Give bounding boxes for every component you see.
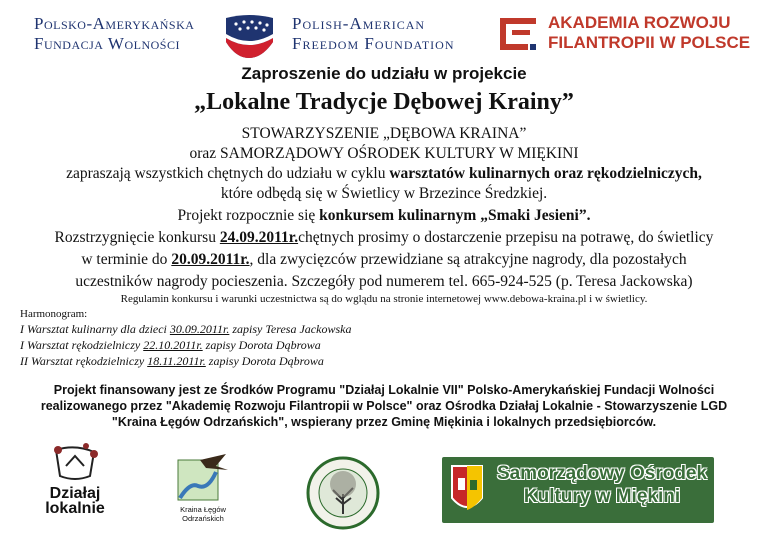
kraina-legow-logo-text [170, 505, 236, 523]
cultural-center-name: oraz SAMORZĄDOWY OŚRODEK KULTURY W MIĘKINI [189, 145, 579, 162]
schedule-heading: Harmonogram: [20, 308, 88, 320]
schedule-item [20, 322, 351, 337]
funding-line1: Projekt finansowany jest ze Środków Programu "Działaj Lokalnie VII" Polsko-Amerykańskiej Fundacji Wolności [53, 383, 715, 397]
paff-pl-line1: Polsko-Amerykańska [34, 14, 195, 33]
arfp-logo-icon [500, 18, 536, 50]
arfp-logo-text [548, 13, 758, 53]
association-name: STOWARZYSZENIE „DĘBOWA KRAINA” [241, 125, 527, 142]
schedule-item [20, 338, 321, 353]
dl-line1: Działaj [49, 485, 101, 502]
funding-statement [40, 382, 728, 430]
contest-date: 24.09.2011r. [219, 229, 299, 246]
paff-en-line1: Polish-American [292, 14, 426, 33]
rules-note: Regulamin konkursu i warunki uczestnictwa są do wglądu na stronie internetowej www.debowa-kraina.pl i w świetlicy. [120, 293, 648, 305]
paff-flag-icon [222, 12, 277, 60]
klo-line2: Odrzańskich [182, 514, 224, 523]
schedule-item-name: I Warsztat rękodzielniczy [20, 338, 144, 352]
body-line-6-rest: chętnych prosimy o dostarczenie przepisu na potrawę, do świetlicy [298, 229, 714, 246]
schedule-item-contact: zapisy Dorota Dąbrowa [205, 354, 324, 368]
schedule-item [20, 354, 324, 369]
body-line-3-text: zapraszają wszystkich chętnych do udziału w cyklu [66, 165, 390, 182]
dl-line2: lokalnie [45, 500, 105, 517]
paff-logo-text-en [292, 14, 482, 54]
klo-line1: Kraina Łęgów [180, 505, 226, 514]
paff-en-line2: Freedom Foundation [292, 34, 455, 53]
schedule-item-date: 30.09.2011r. [169, 322, 230, 336]
debowa-kraina-seal-icon [306, 456, 380, 530]
paff-logo-text-pl [34, 14, 214, 54]
funding-line3: "Kraina Łęgów Odrzańskich", wspierany przez Gminę Miękinia i lokalnych przedsiębiorców. [111, 415, 657, 429]
deadline-date: 20.09.2011r. [171, 251, 250, 268]
paff-pl-line2: Fundacja Wolności [34, 34, 180, 53]
body-line-8: uczestników nagrody pocieszenia. Szczegóły pod numerem tel. 665-924-525 (p. Teresa Jackowska) [75, 273, 693, 290]
body-line-5-text: Projekt rozpocznie się [177, 207, 320, 224]
schedule-item-name: II Warsztat rękodzielniczy [20, 354, 148, 368]
body-line-7-rest: , dla zwycięzców przewidziane są atrakcyjne nagrody, dla pozostałych [249, 251, 687, 268]
body-line-3 [0, 164, 768, 184]
schedule-item-contact: zapisy Teresa Jackowska [229, 322, 352, 336]
workshops-bold: warsztatów kulinarnych oraz rękodzielniczych, [389, 165, 702, 182]
schedule-item-name: I Warsztat kulinarny dla dzieci [20, 322, 170, 336]
body-line-6-text: Rozstrzygnięcie konkursu [54, 229, 220, 246]
arfp-line2: FILANTROPII W POLSCE [548, 33, 751, 52]
schedule-item-contact: zapisy Dorota Dąbrowa [202, 338, 321, 352]
sok-line2: Kultury w Miękini [523, 486, 681, 507]
body-line-6 [0, 228, 768, 248]
miekinia-coat-of-arms-icon [450, 462, 484, 516]
dzialaj-lokalnie-logo-text [40, 486, 110, 516]
sok-logo-text [492, 462, 712, 508]
funding-line2: realizowanego przez "Akademię Rozwoju Filantropii w Polsce" oraz Ośrodka Działaj Lokalnie - Stowarzyszenie LGD [40, 399, 728, 413]
contest-bold: konkursem kulinarnym „Smaki Jesieni”. [319, 207, 591, 224]
kraina-legow-icon [176, 452, 230, 502]
invitation-heading: Zaproszenie do udziału w projekcie [241, 64, 527, 83]
dzialaj-lokalnie-icon [46, 442, 104, 484]
schedule-item-date: 22.10.2011r. [143, 338, 203, 352]
sok-line1: Samorządowy Ośrodek [496, 463, 708, 484]
body-line-5 [0, 206, 768, 226]
schedule-item-date: 18.11.2011r. [147, 354, 206, 368]
arfp-line1: AKADEMIA ROZWOJU [548, 13, 731, 32]
body-line-4: które odbędą się w Świetlicy w Brzezince Średzkiej. [220, 185, 548, 202]
body-line-7 [0, 250, 768, 270]
project-title: „Lokalne Tradycje Dębowej Krainy” [194, 89, 574, 115]
body-line-7-text: w terminie do [81, 251, 172, 268]
